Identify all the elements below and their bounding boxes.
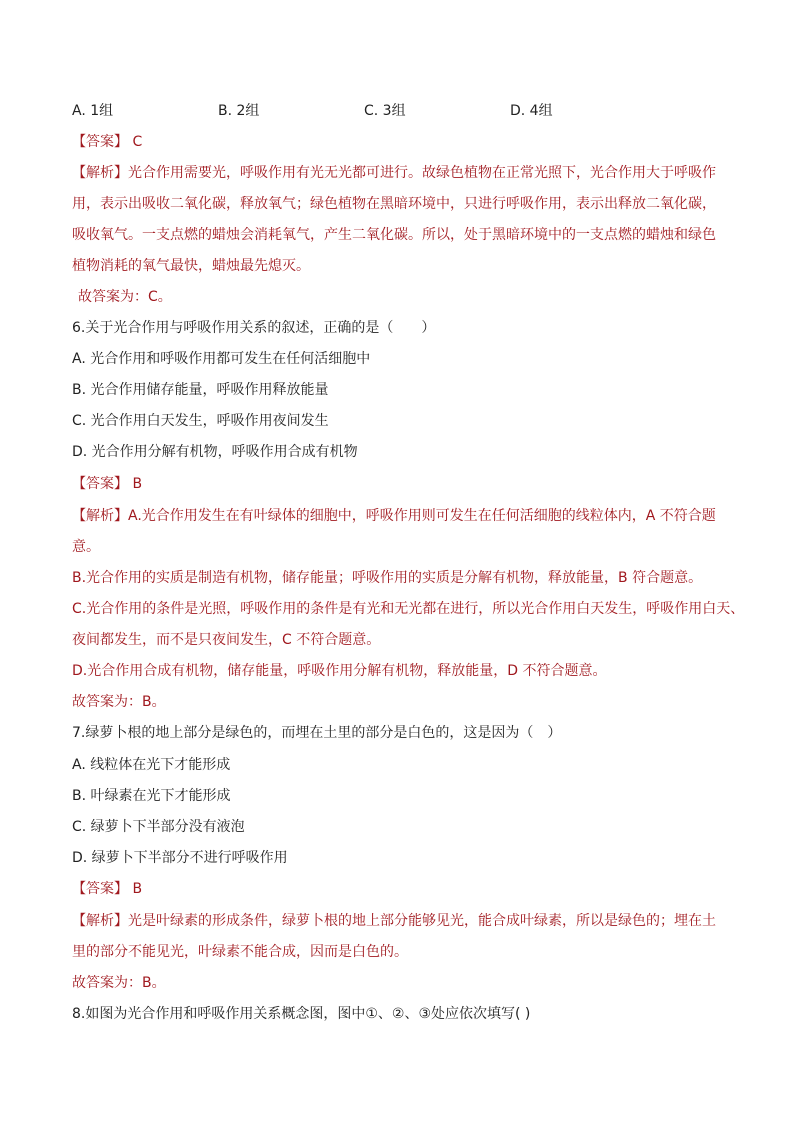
q6-stem: 6.关于光合作用与呼吸作用关系的叙述，正确的是（ ） [72,320,436,336]
q5-answer [72,132,732,152]
q6-answer [72,474,732,494]
analysis-text: A.光合作用发生在有叶绿体的细胞中，呼吸作用则可发生在任何活细胞的线粒体内，A 不符合题 [128,508,716,524]
analysis-text: 光是叶绿素的形成条件，绿萝卜根的地上部分能够见光，能合成叶绿素，所以是绿色的；埋在土 [128,913,716,929]
q6-analysis-line: 夜间都发生，而不是只夜间发生，C 不符合题意。 [72,632,381,648]
q6-analysis-line: D.光合作用合成有机物，储存能量，呼吸作用分解有机物，释放能量，D 不符合题意。 [72,663,607,679]
q5-conclusion: 故答案为：C。 [78,289,172,305]
q6-analysis-line: 意。 [72,539,100,555]
q5-analysis-line: 用，表示出吸收二氧化碳，释放氧气；绿色植物在黑暗环境中，只进行呼吸作用，表示出释放二氧化碳， [72,196,716,212]
analysis-text: 光合作用需要光，呼吸作用有光无光都可进行。故绿色植物在正常光照下，光合作用大于呼吸作 [128,165,716,181]
q7-option-a: A. 线粒体在光下才能形成 [72,757,231,773]
q7-option-d: D. 绿萝卜下半部分不进行呼吸作用 [72,850,288,866]
q5-option-a: A. 1组 [72,103,114,119]
q7-analysis-line [72,911,732,931]
q6-analysis-line: C.光合作用的条件是光照，呼吸作用的条件是有光和无光都在进行，所以光合作用白天发生，呼吸作用白天、 [72,601,745,617]
answer-tag: 【答案】 [72,881,128,897]
q6-option-d: D. 光合作用分解有机物，呼吸作用合成有机物 [72,444,358,460]
answer-value: B [132,881,143,897]
q7-conclusion: 故答案为：B。 [72,975,166,991]
answer-value: B [132,476,143,492]
q7-option-b: B. 叶绿素在光下才能形成 [72,788,231,804]
q5-analysis-line: 吸收氧气。一支点燃的蜡烛会消耗氧气，产生二氧化碳。所以，处于黑暗环境中的一支点燃的蜡烛和绿色 [72,227,716,243]
q6-analysis-line [72,506,732,526]
q6-option-c: C. 光合作用白天发生，呼吸作用夜间发生 [72,413,329,429]
answer-value: C [132,134,143,150]
q7-analysis-line: 里的部分不能见光，叶绿素不能合成，因而是白色的。 [72,944,408,960]
analysis-tag: 【解析】 [72,508,128,524]
answer-tag: 【答案】 [72,476,128,492]
q5-option-c: C. 3组 [364,103,406,119]
q5-analysis-line: 植物消耗的氧气最快，蜡烛最先熄灭。 [72,258,310,274]
q7-answer [72,879,732,899]
answer-tag: 【答案】 [72,134,128,150]
analysis-tag: 【解析】 [72,913,128,929]
q6-conclusion: 故答案为：B。 [72,694,166,710]
analysis-tag: 【解析】 [72,165,128,181]
q5-analysis-line [72,163,732,183]
q6-option-b: B. 光合作用储存能量，呼吸作用释放能量 [72,382,329,398]
q7-stem: 7.绿萝卜根的地上部分是绿色的，而埋在土里的部分是白色的，这是因为（ ） [72,725,562,741]
q5-option-b: B. 2组 [218,103,260,119]
q8-stem: 8.如图为光合作用和呼吸作用关系概念图，图中①、②、③处应依次填写( ) [72,1006,531,1022]
q6-analysis-line: B.光合作用的实质是制造有机物，储存能量；呼吸作用的实质是分解有机物，释放能量，B 符合题意。 [72,570,703,586]
q7-option-c: C. 绿萝卜下半部分没有液泡 [72,819,245,835]
q6-option-a: A. 光合作用和呼吸作用都可发生在任何活细胞中 [72,351,371,367]
q5-option-d: D. 4组 [510,103,553,119]
